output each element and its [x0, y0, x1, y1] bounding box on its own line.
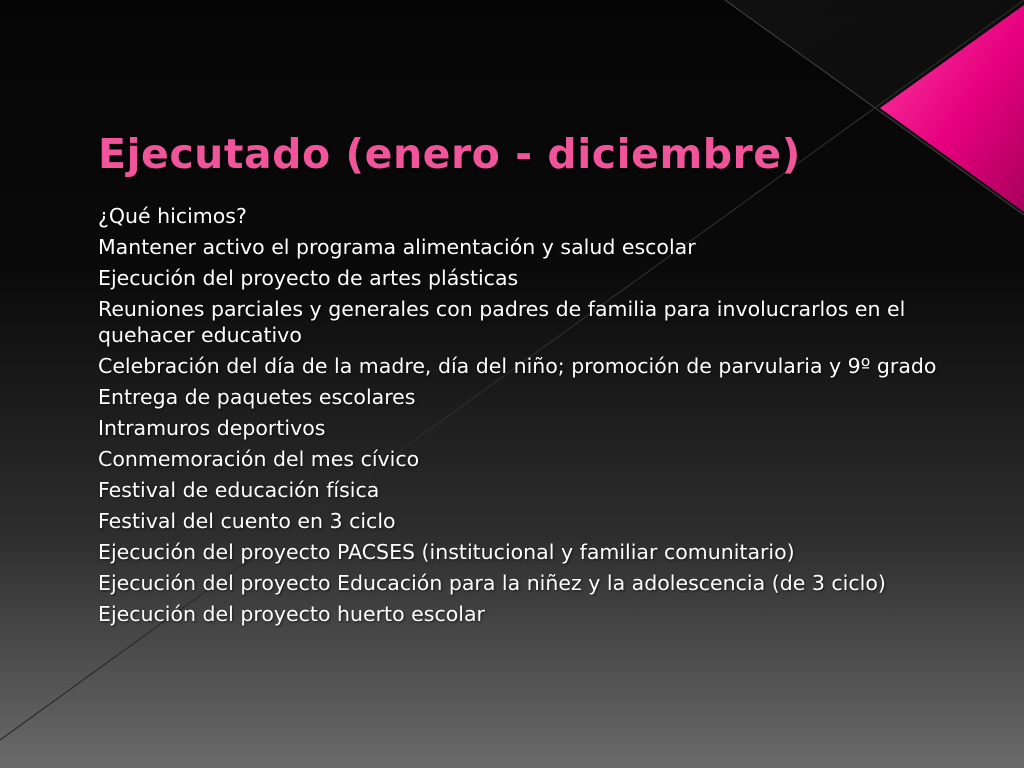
list-item: Festival del cuento en 3 ciclo	[98, 509, 396, 533]
slide-title: Ejecutado (enero - diciembre)	[98, 130, 801, 178]
list-item: ¿Qué hicimos?	[98, 204, 247, 228]
list-item: Ejecución del proyecto Educación para la niñez y la adolescencia (de 3 ciclo)	[98, 571, 886, 595]
list-item: Ejecución del proyecto de artes plásticas	[98, 266, 519, 290]
list-item: Conmemoración del mes cívico	[98, 447, 420, 471]
list-item: Ejecución del proyecto PACSES (institucional y familiar comunitario)	[98, 540, 795, 564]
list-item: Celebración del día de la madre, día del niño; promoción de parvularia y 9º grado	[98, 354, 937, 378]
list-item: Ejecución del proyecto huerto escolar	[98, 602, 485, 626]
list-item: Reuniones parciales y generales con padres de familia para involucrarlos en el quehacer educativo	[98, 297, 906, 347]
list-item: Intramuros deportivos	[98, 416, 326, 440]
list-item: Mantener activo el programa alimentación y salud escolar	[98, 235, 696, 259]
list-item: Festival de educación física	[98, 478, 380, 502]
content-list	[98, 203, 948, 632]
list-item: Entrega de paquetes escolares	[98, 385, 416, 409]
